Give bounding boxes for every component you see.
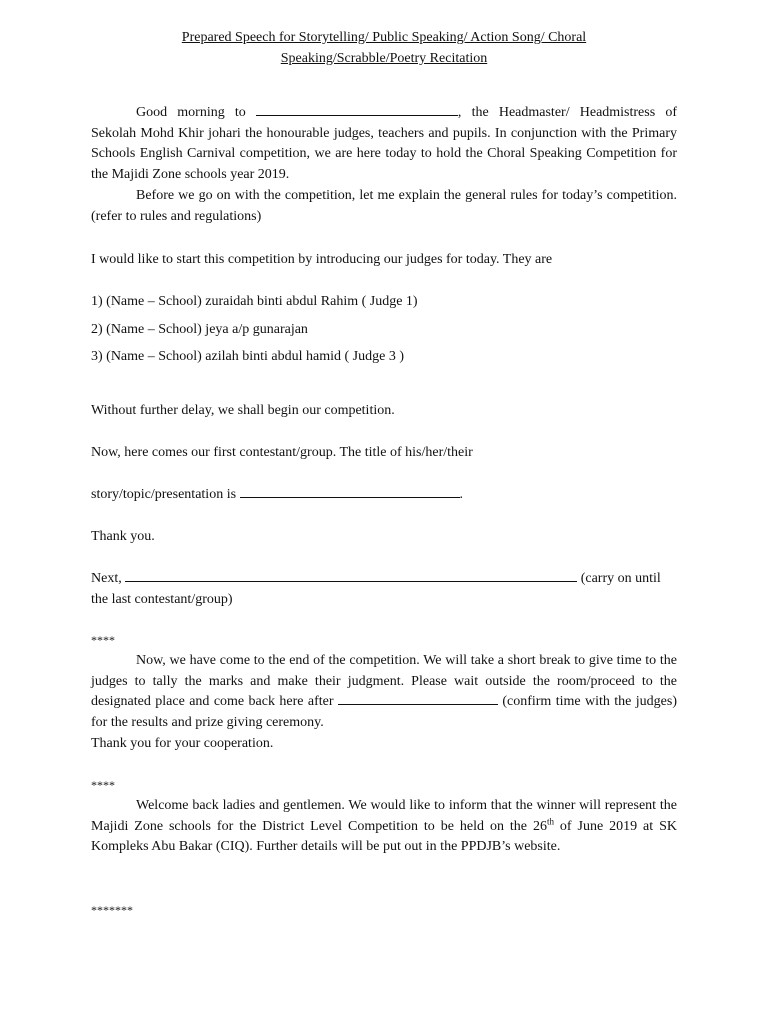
- break-time-blank: [338, 692, 498, 705]
- next-instruction: (carry on until: [577, 571, 661, 586]
- document-title-line-1: Prepared Speech for Storytelling/ Public Speaking/ Action Song/ Choral: [181, 30, 587, 45]
- separator-3: *******: [91, 903, 133, 917]
- intro-paragraph: [91, 103, 677, 186]
- intro-text-rest: , the Headmaster/ Headmistress of Sekolah Mohd Khir johari the honourable judges, teachers and pupils. In conjunction with the Primary Schools English Carnival competition, we are here today to hold the Choral Speaking Competition for the Majidi Zone schools year 2019.: [91, 105, 677, 183]
- begin-line: Without further delay, we shall begin our competition.: [91, 403, 395, 418]
- judge-item-1: 1) (Name – School) zuraidah binti abdul Rahim ( Judge 1): [91, 294, 418, 309]
- topic-end: .: [459, 487, 464, 502]
- judge-item-3: 3) (Name – School) azilah binti abdul hamid ( Judge 3 ): [91, 349, 404, 364]
- intro-text-start: Good morning to: [136, 105, 256, 120]
- topic-label: story/topic/presentation is: [91, 487, 240, 502]
- next-line: [91, 568, 677, 589]
- judge-item-2: 2) (Name – School) jeya a/p gunarajan: [91, 322, 308, 337]
- separator-2: ****: [91, 778, 115, 792]
- next-line-continued: the last contestant/group): [91, 592, 233, 607]
- end-text-start: Now, we have come to the end of the competition. We will take a short break to give time to the judges to tally the marks and make their judgment. Please wait outside the room/proceed to the designated place and come back here after: [91, 653, 677, 710]
- rules-paragraph: Before we go on with the competition, let me explain the general rules for today’s competition. (refer to rules and regulations): [91, 188, 677, 224]
- welcome-paragraph: [91, 796, 677, 858]
- end-text-rest: (confirm time with the judges) for the results and prize giving ceremony.: [91, 694, 678, 731]
- judges-intro: I would like to start this competition by introducing our judges for today. They are: [91, 252, 553, 267]
- next-label: Next,: [91, 571, 126, 586]
- thank-you-line: Thank you.: [91, 529, 155, 544]
- next-contestant-blank: [125, 569, 577, 582]
- ordinal-suffix: th: [546, 816, 554, 827]
- welcome-text-start: Welcome back ladies and gentlemen. We would like to inform that the winner will represent the Majidi Zone schools for the District Level Competition to be held on the 26: [91, 798, 677, 834]
- document-title-line-2: Speaking/Scrabble/Poetry Recitation: [280, 51, 488, 66]
- first-contestant-line: Now, here comes our first contestant/group. The title of his/her/their: [91, 445, 473, 460]
- topic-blank: [240, 485, 460, 498]
- separator-1: ****: [91, 633, 115, 647]
- cooperation-text: Thank you for your cooperation.: [91, 735, 274, 751]
- headmaster-name-blank: [256, 103, 458, 116]
- topic-line: [91, 484, 677, 505]
- end-paragraph: [91, 651, 677, 755]
- welcome-text-rest: of June 2019 at SK Kompleks Abu Bakar (CIQ). Further details will be put out in the PPDJB’s website.: [91, 818, 678, 855]
